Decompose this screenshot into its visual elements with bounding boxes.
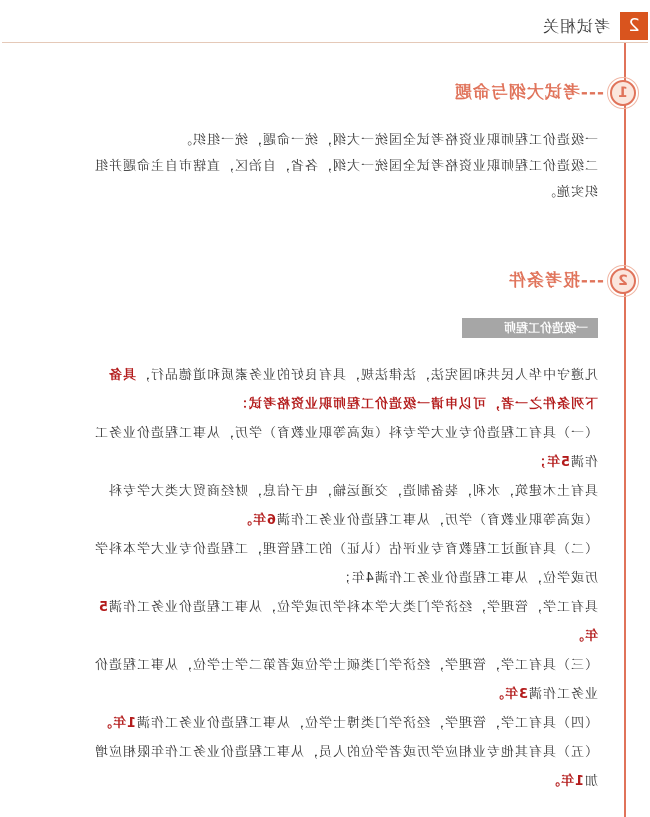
section-title-exam-outline: ---考试大纲与命题	[453, 83, 604, 103]
category-tag: 一级造价工程师	[462, 318, 598, 338]
timeline-line	[624, 43, 626, 817]
text-line: （或高等职业教育）学历，从事工程造价业务工作满6年。	[237, 513, 598, 528]
text-line: 年。	[569, 629, 598, 644]
text-line: 一级造价工程师职业资格考试全国统一大纲，统一命题，统一组织。	[177, 133, 598, 148]
text-line: （二）具有通过工程教育专业评估（认证）的工程管理，工程造价专业大学本科学	[93, 542, 598, 557]
section-heading: 考试相关	[541, 17, 610, 36]
header-divider	[2, 42, 648, 43]
section-number-badge: 2	[620, 12, 648, 40]
text-line: 作满5年；	[531, 455, 598, 470]
text-line: （一）具有工程造价专业大学专科（或高等职业教育）学历，从事工程造价业务工	[93, 426, 598, 441]
text-line: 下列条件之一者，可以申请一级造价工程师职业资格考试：	[233, 397, 598, 412]
step-circle-2: 2	[610, 268, 636, 294]
text-line: （五）具有其他专业相应学历或者学位的人员，从事工程造价业务工作年限相应增	[93, 745, 598, 760]
step-circle-1: 1	[610, 80, 636, 106]
text-line: 业务工作满3年。	[489, 687, 598, 702]
text-line: 二级造价工程师职业资格考试全国统一大纲，各省，自治区，直辖市自主命题并组	[93, 159, 598, 174]
text-line: 具有土木建筑，水利，装备制造，交通运输，电子信息，财经商贸大类大学专科	[107, 484, 598, 499]
text-line: 加1年。	[545, 774, 598, 789]
text-line: 凡遵守中华人民共和国宪法，法律法规，具有良好的业务素质和道德品行，具备	[107, 368, 598, 383]
text-line: 历或学位，从事工程造价业务工作满4年；	[336, 571, 598, 586]
text-line: 织实施。	[541, 185, 598, 200]
text-line: （三）具有工学，管理学，经济学门类硕士学位或者第二学士学位，从事工程造价	[93, 658, 598, 673]
text-line: 具有工学，管理学，经济学门类大学本科学历或学位，从事工程造价业务工作满5	[97, 600, 598, 615]
eligibility-paragraph	[38, 361, 598, 796]
exam-outline-paragraph	[38, 128, 598, 206]
text-line: （四）具有工学，管理学，经济学门类博士学位，从事工程造价业务工作满1年。	[97, 716, 598, 731]
section-title-eligibility: ---报考条件	[507, 271, 604, 291]
